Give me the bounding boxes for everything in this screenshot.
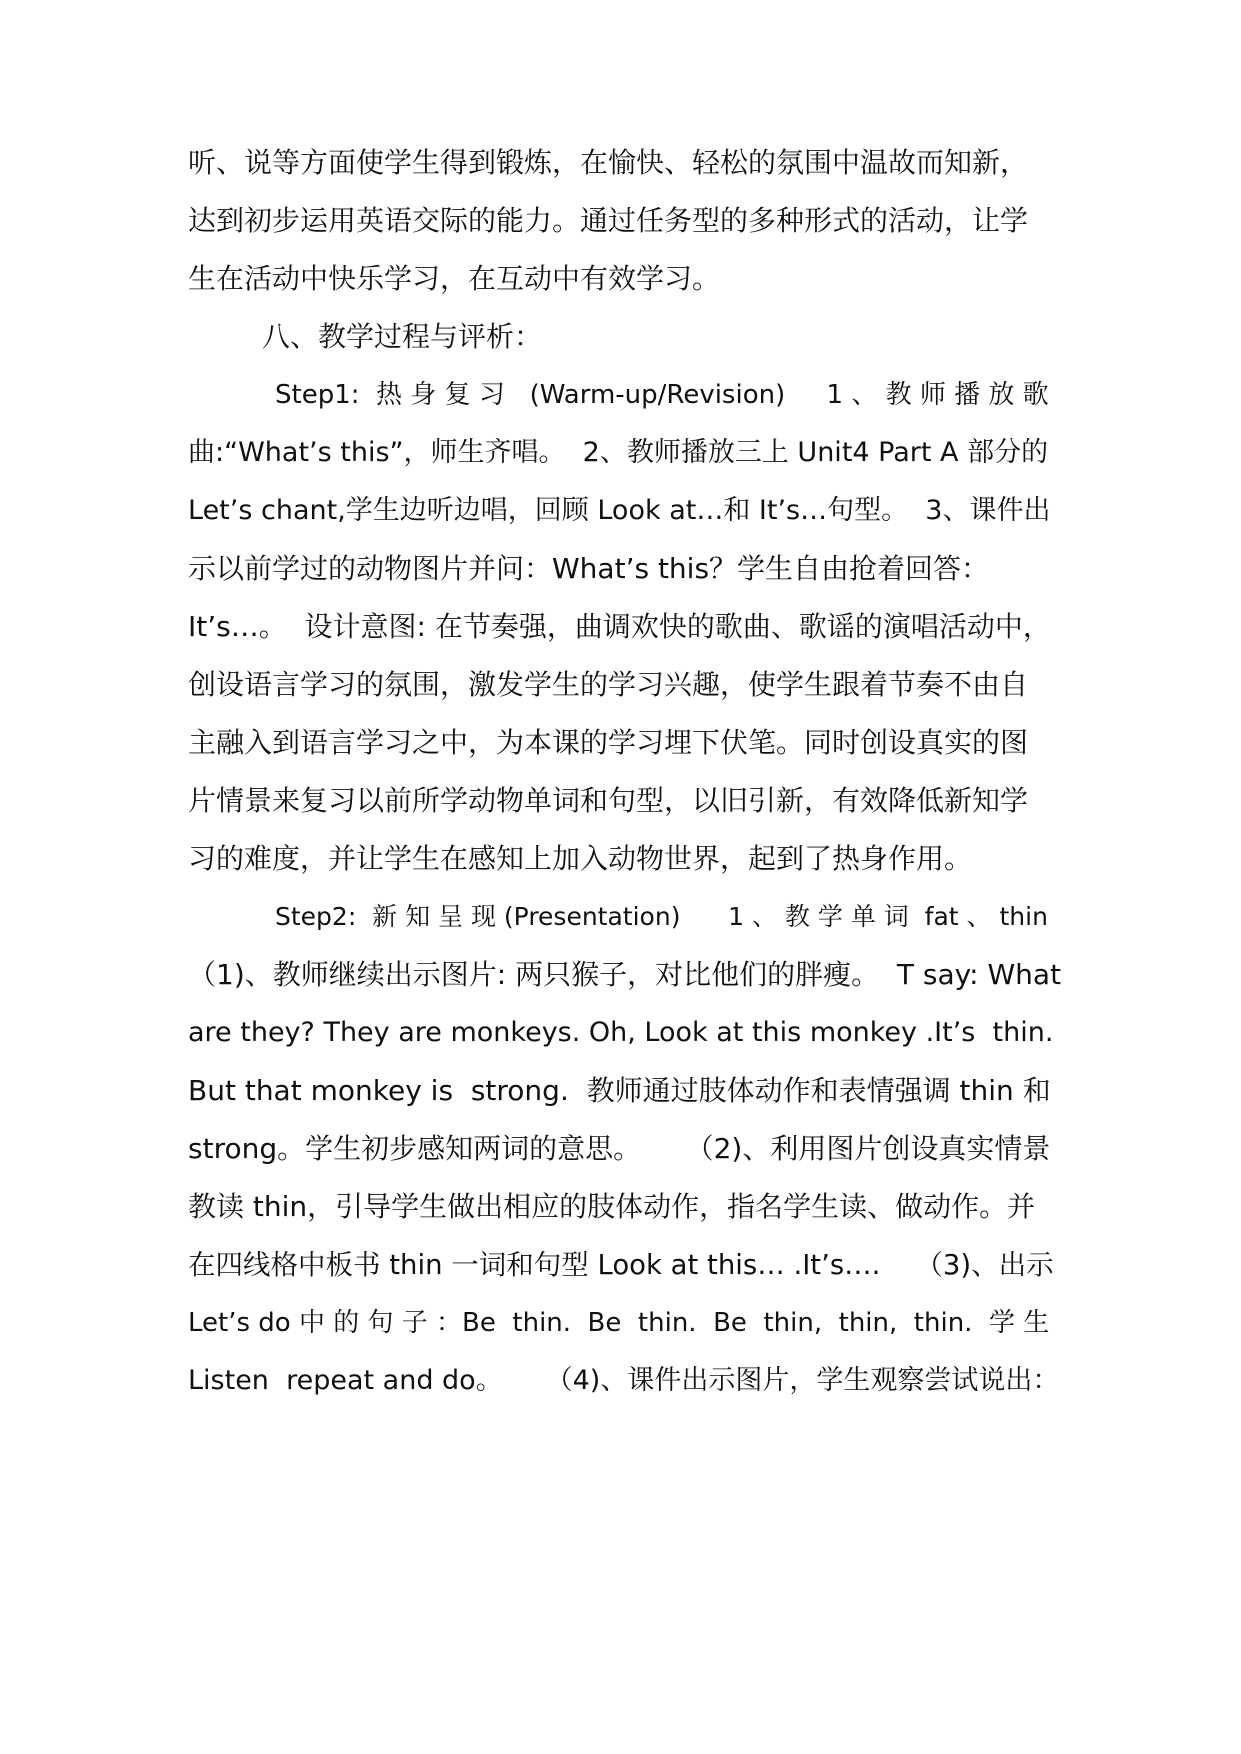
text-line: It’s…。 设计意图: 在节奏强，曲调欢快的歌曲、歌谣的演唱活动中， <box>188 610 1051 643</box>
text-line: 片情景来复习以前所学动物单词和句型，以旧引新，有效降低新知学 <box>188 784 1029 817</box>
text-line: 主融入到语言学习之中，为本课的学习埋下伏笔。同时创设真实的图 <box>188 726 1029 759</box>
text-line: strong。学生初步感知两词的意思。 （2)、利用图片创设真实情景 <box>188 1132 1051 1165</box>
text-line: 生在活动中快乐学习，在互动中有效学习。 <box>188 262 721 295</box>
text-line: 听、说等方面使学生得到锻炼，在愉快、轻松的氛围中温故而知新， <box>188 146 1029 179</box>
text-line: 教读 thin，引导学生做出相应的肢体动作，指名学生读、做动作。并 <box>188 1190 1036 1223</box>
text-line: Let’s chant,学生边听边唱，回顾 Look at…和 It’s…句型。 3、课件出 <box>188 495 1051 526</box>
section-heading: 八、教学过程与评析： <box>262 320 543 353</box>
text-line: Let’s do 中 的 句 子 ：Be thin. Be thin. Be thin, thin, thin. 学 生 <box>188 1308 1050 1338</box>
text-line: 创设语言学习的氛围，激发学生的学习兴趣，使学生跟着节奏不由自 <box>188 668 1029 701</box>
text-line: （1)、教师继续出示图片: 两只猴子，对比他们的胖瘦。 T say: What <box>188 958 1062 991</box>
text-line: 习的难度，并让学生在感知上加入动物世界，起到了热身作用。 <box>188 842 973 875</box>
text-line: 达到初步运用英语交际的能力。通过任务型的多种形式的活动，让学 <box>188 204 1029 237</box>
text-line: 在四线格中板书 thin 一词和句型 Look at this… .It’s…. （3)、出示 <box>188 1249 1054 1281</box>
text-line: 示以前学过的动物图片并问：What’s this？学生自由抢着回答： <box>188 552 990 585</box>
text-line: are they? They are monkeys. Oh, Look at this monkey .It’s thin. <box>188 1017 1054 1048</box>
text-line: But that monkey is strong. 教师通过肢体动作和表情强调 thin 和 <box>188 1074 1051 1107</box>
text-line: Step1: 热 身 复 习 (Warm-up/Revision) 1 、 教 师 播 放 歌 <box>275 380 1049 410</box>
text-line: Listen repeat and do。 （4)、课件出示图片，学生观察尝试说出： <box>188 1365 1060 1396</box>
text-line: Step2: 新 知 呈 现 (Presentation) 1 、 教 学 单 词 fat 、 thin <box>275 902 1048 931</box>
text-line: 曲:“What’s this”，师生齐唱。 2、教师播放三上 Unit4 Part A 部分的 <box>188 437 1049 468</box>
